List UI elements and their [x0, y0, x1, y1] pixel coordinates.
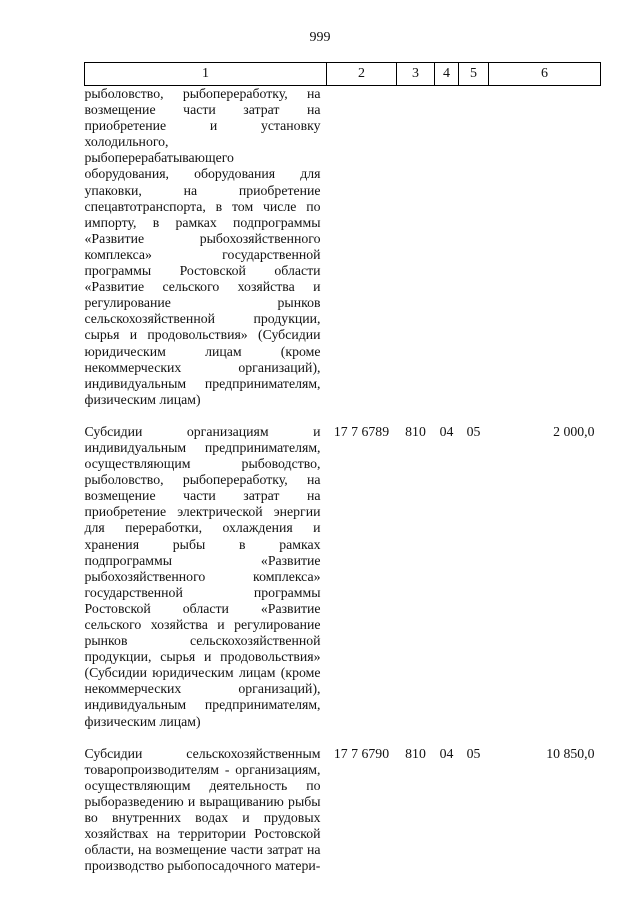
table-row	[85, 86, 601, 424]
page-number: 999	[309, 30, 331, 45]
row-amount: 2 000,0	[553, 423, 595, 439]
header-row	[85, 63, 601, 86]
row-section	[435, 86, 459, 424]
row-section: 04	[439, 745, 454, 761]
table-row	[85, 746, 601, 891]
row-expense-type: 810	[405, 423, 426, 439]
row-expense-type: 810	[405, 745, 426, 761]
header-col-1: 1	[85, 63, 327, 86]
header-col-4: 4	[435, 63, 459, 86]
row-subsection: 05	[466, 423, 481, 439]
row-subsection	[459, 86, 489, 424]
header-col-6: 6	[489, 63, 601, 86]
table-body	[85, 86, 601, 891]
row-section: 04	[439, 423, 454, 439]
header-col-3: 3	[397, 63, 435, 86]
table-row	[85, 424, 601, 746]
row-subsection: 05	[466, 745, 481, 761]
table-header	[85, 63, 601, 86]
row-target-article: 17 7 6790	[333, 745, 390, 761]
row-description: рыболовство, рыбопереработку, на возмещение части затрат на приобретение и установку холодильного, рыбоперерабатывающего оборудования, оборудования для упаковки, на приобретение спецавтотранспорта, в том числе по импорту, в рамках подпрограммы «Развитие рыбохозяйственного комплекса» государственной программы Ростовской области «Развитие сельского хозяйства и регулирование рынков сельскохозяйственной продукции, сырья и продовольствия» (Субсидии юридическим лицам (кроме некоммерческих организаций), индивидуальным предпринимателям, физическим лицам)	[84, 86, 321, 407]
row-target-article	[327, 86, 397, 424]
budget-table	[84, 62, 601, 890]
header-col-2: 2	[327, 63, 397, 86]
row-description: Субсидии организациям и индивидуальным предпринимателям, осуществляющим рыбоводство, рыболовство, рыбопереработку, на возмещение части затрат на приобретение электрической энергии для переработки, охлаждения и хранения рыбы в рамках подпрограммы «Развитие рыбохозяйственного комплекса» государственной программы Ростовской области «Развитие сельского хозяйства и регулирование рынков сельскохозяйственной продукции, сырья и продовольствия» (Субсидии юридическим лицам (кроме некоммерческих организаций), индивидуальным предпринимателям, физическим лицам)	[84, 423, 321, 729]
row-description: Субсидии сельскохозяйственным товаропроизводителям - организациям, осуществляющим деятельность по рыборазведению и выращиванию рыбы во внутренних водах и прудовых хозяйствах на территории Ростовской области, на возмещение части затрат на производство рыбопосадочного матери-	[84, 745, 321, 874]
row-amount: 10 850,0	[546, 745, 595, 761]
row-target-article: 17 7 6789	[333, 423, 390, 439]
header-col-5: 5	[459, 63, 489, 86]
row-expense-type	[397, 86, 435, 424]
row-amount	[489, 86, 601, 424]
